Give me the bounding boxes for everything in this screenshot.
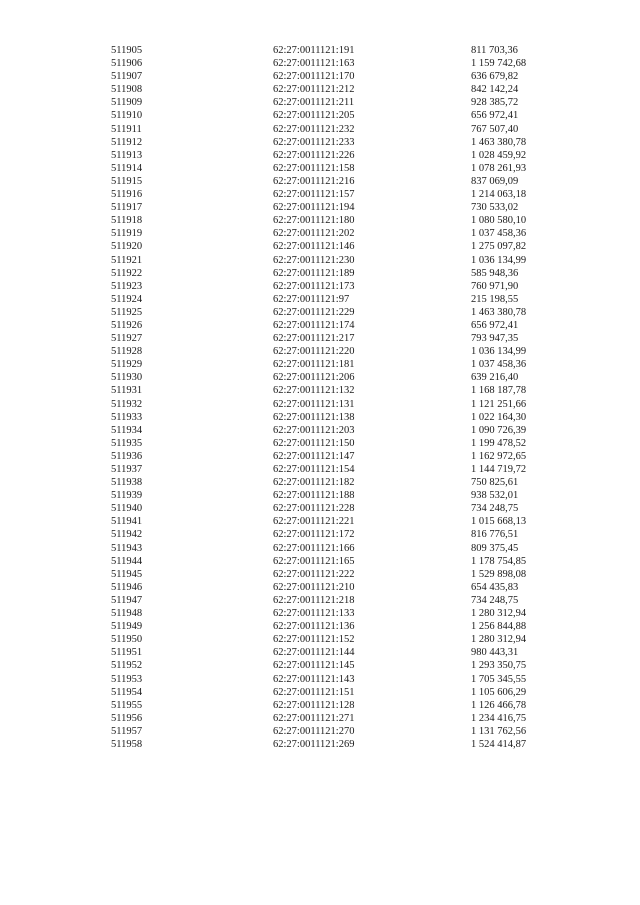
table-row [0, 254, 640, 267]
cadastral-value: 1 705 345,55 [471, 673, 527, 685]
cadastral-number: 62:27:0011121:203 [273, 424, 355, 436]
row-number: 511925 [111, 306, 143, 318]
row-number: 511919 [111, 228, 143, 240]
row-number: 511955 [111, 699, 143, 711]
cadastral-number: 62:27:0011121:128 [273, 699, 355, 711]
table-row [0, 528, 640, 541]
table-row [0, 136, 640, 149]
cadastral-value: 1 463 380,78 [471, 136, 527, 148]
cadastral-number: 62:27:0011121:194 [273, 202, 355, 214]
cadastral-number: 62:27:0011121:191 [273, 45, 355, 56]
row-number: 511937 [111, 464, 143, 475]
cadastral-value: 636 679,82 [471, 71, 519, 83]
cadastral-number: 62:27:0011121:221 [273, 516, 355, 528]
cadastral-number: 62:27:0011121:138 [273, 411, 355, 423]
cadastral-number: 62:27:0011121:174 [273, 319, 355, 331]
cadastral-value: 1 121 251,66 [471, 398, 527, 410]
row-number: 511939 [111, 490, 143, 502]
cadastral-value: 1 199 478,52 [471, 437, 527, 449]
cadastral-number: 62:27:0011121:131 [273, 398, 355, 410]
row-number: 511936 [111, 450, 143, 462]
table-row [0, 607, 640, 620]
cadastral-value: 1 022 164,30 [471, 411, 527, 423]
table-row [0, 476, 640, 489]
cadastral-number: 62:27:0011121:151 [273, 686, 355, 698]
cadastral-value: 1 090 726,39 [471, 424, 527, 436]
table-row [0, 345, 640, 358]
cadastral-number: 62:27:0011121:271 [273, 712, 355, 724]
row-number: 511923 [111, 280, 143, 292]
cadastral-number: 62:27:0011121:143 [273, 673, 355, 685]
cadastral-number: 62:27:0011121:216 [273, 175, 355, 187]
table-row [0, 227, 640, 240]
table-row [0, 398, 640, 411]
cadastral-number: 62:27:0011121:146 [273, 241, 355, 253]
row-number: 511924 [111, 293, 143, 305]
cadastral-value: 654 435,83 [471, 581, 519, 593]
cadastral-number: 62:27:0011121:218 [273, 594, 355, 606]
cadastral-value: 1 178 754,85 [471, 555, 527, 567]
table-row [0, 712, 640, 725]
cadastral-value: 1 463 380,78 [471, 306, 527, 318]
cadastral-number: 62:27:0011121:202 [273, 228, 355, 240]
table-row [0, 201, 640, 214]
cadastral-number: 62:27:0011121:211 [273, 97, 355, 109]
table-row [0, 620, 640, 633]
row-number: 511941 [111, 516, 143, 528]
cadastral-number: 62:27:0011121:147 [273, 450, 355, 462]
row-number: 511956 [111, 712, 143, 724]
cadastral-number: 62:27:0011121:172 [273, 529, 355, 541]
row-number: 511915 [111, 175, 143, 187]
cadastral-number: 62:27:0011121:217 [273, 333, 355, 345]
cadastral-number: 62:27:0011121:233 [273, 136, 355, 148]
cadastral-number: 62:27:0011121:132 [273, 385, 355, 397]
cadastral-value: 734 248,75 [471, 594, 519, 606]
table-row [0, 44, 640, 57]
data-table [0, 44, 640, 751]
cadastral-number: 62:27:0011121:166 [273, 542, 355, 554]
cadastral-number: 62:27:0011121:154 [273, 464, 355, 475]
table-row [0, 332, 640, 345]
row-number: 511950 [111, 634, 143, 646]
cadastral-value: 809 375,45 [471, 542, 519, 554]
row-number: 511908 [111, 84, 143, 96]
row-number: 511910 [111, 110, 143, 122]
cadastral-number: 62:27:0011121:136 [273, 621, 355, 633]
cadastral-number: 62:27:0011121:212 [273, 84, 355, 96]
cadastral-value: 1 234 416,75 [471, 712, 527, 724]
cadastral-value: 1 126 466,78 [471, 699, 527, 711]
cadastral-value: 1 144 719,72 [471, 464, 527, 475]
table-row [0, 463, 640, 476]
cadastral-number: 62:27:0011121:230 [273, 254, 355, 266]
table-row [0, 83, 640, 96]
cadastral-value: 1 080 580,10 [471, 215, 527, 227]
table-row [0, 96, 640, 109]
table-row [0, 725, 640, 738]
cadastral-value: 793 947,35 [471, 333, 519, 345]
cadastral-number: 62:27:0011121:157 [273, 189, 355, 201]
cadastral-value: 938 532,01 [471, 490, 519, 502]
cadastral-value: 734 248,75 [471, 503, 519, 515]
row-number: 511954 [111, 686, 143, 698]
table-row [0, 175, 640, 188]
row-number: 511907 [111, 71, 143, 83]
cadastral-value: 656 972,41 [471, 319, 519, 331]
row-number: 511929 [111, 359, 143, 371]
cadastral-number: 62:27:0011121:228 [273, 503, 355, 515]
cadastral-number: 62:27:0011121:229 [273, 306, 355, 318]
table-row [0, 450, 640, 463]
cadastral-number: 62:27:0011121:150 [273, 437, 355, 449]
table-row [0, 738, 640, 751]
cadastral-value: 1 028 459,92 [471, 149, 527, 161]
row-number: 511927 [111, 333, 143, 345]
table-row [0, 371, 640, 384]
cadastral-value: 1 280 312,94 [471, 608, 527, 620]
row-number: 511940 [111, 503, 143, 515]
cadastral-value: 1 037 458,36 [471, 359, 527, 371]
cadastral-value: 730 533,02 [471, 202, 519, 214]
row-number: 511935 [111, 437, 143, 449]
row-number: 511946 [111, 581, 143, 593]
table-row [0, 568, 640, 581]
cadastral-number: 62:27:0011121:180 [273, 215, 355, 227]
cadastral-number: 62:27:0011121:222 [273, 568, 355, 580]
row-number: 511928 [111, 346, 143, 358]
row-number: 511934 [111, 424, 143, 436]
row-number: 511933 [111, 411, 143, 423]
row-number: 511905 [111, 45, 143, 56]
cadastral-number: 62:27:0011121:226 [273, 149, 355, 161]
cadastral-number: 62:27:0011121:206 [273, 372, 355, 384]
cadastral-value: 1 037 458,36 [471, 228, 527, 240]
cadastral-value: 1 159 742,68 [471, 58, 527, 70]
cadastral-value: 842 142,24 [471, 84, 519, 96]
table-row [0, 57, 640, 70]
cadastral-number: 62:27:0011121:165 [273, 555, 355, 567]
row-number: 511958 [111, 738, 143, 750]
table-row [0, 673, 640, 686]
cadastral-value: 750 825,61 [471, 477, 519, 489]
row-number: 511943 [111, 542, 143, 554]
row-number: 511921 [111, 254, 143, 266]
row-number: 511945 [111, 568, 143, 580]
cadastral-number: 62:27:0011121:205 [273, 110, 355, 122]
table-row [0, 384, 640, 397]
row-number: 511922 [111, 267, 143, 279]
table-row [0, 515, 640, 528]
table-row [0, 581, 640, 594]
cadastral-value: 1 015 668,13 [471, 516, 527, 528]
table-row [0, 293, 640, 306]
table-row [0, 659, 640, 672]
table-row [0, 267, 640, 280]
table-row [0, 306, 640, 319]
table-row [0, 214, 640, 227]
row-number: 511953 [111, 673, 143, 685]
row-number: 511911 [111, 123, 142, 135]
table-row [0, 280, 640, 293]
row-number: 511948 [111, 608, 143, 620]
cadastral-number: 62:27:0011121:188 [273, 490, 355, 502]
row-number: 511944 [111, 555, 143, 567]
row-number: 511926 [111, 319, 143, 331]
cadastral-value: 1 293 350,75 [471, 660, 527, 672]
cadastral-value: 1 131 762,56 [471, 725, 527, 737]
cadastral-value: 928 385,72 [471, 97, 519, 109]
table-row [0, 437, 640, 450]
cadastral-value: 1 078 261,93 [471, 162, 527, 174]
cadastral-value: 816 776,51 [471, 529, 519, 541]
table-row [0, 686, 640, 699]
cadastral-number: 62:27:0011121:173 [273, 280, 355, 292]
table-row [0, 70, 640, 83]
row-number: 511957 [111, 725, 143, 737]
table-row [0, 319, 640, 332]
cadastral-value: 585 948,36 [471, 267, 519, 279]
table-row [0, 123, 640, 136]
cadastral-value: 1 280 312,94 [471, 634, 527, 646]
row-number: 511906 [111, 58, 143, 70]
cadastral-value: 1 256 844,88 [471, 621, 527, 633]
row-number: 511952 [111, 660, 143, 672]
cadastral-value: 1 529 898,08 [471, 568, 527, 580]
cadastral-number: 62:27:0011121:144 [273, 647, 355, 659]
cadastral-value: 760 971,90 [471, 280, 519, 292]
row-number: 511947 [111, 594, 143, 606]
cadastral-value: 1 168 187,78 [471, 385, 527, 397]
cadastral-number: 62:27:0011121:182 [273, 477, 355, 489]
table-row [0, 594, 640, 607]
cadastral-number: 62:27:0011121:97 [273, 293, 350, 305]
table-row [0, 109, 640, 122]
row-number: 511909 [111, 97, 143, 109]
table-row [0, 240, 640, 253]
cadastral-number: 62:27:0011121:158 [273, 162, 355, 174]
row-number: 511942 [111, 529, 143, 541]
row-number: 511917 [111, 202, 143, 214]
row-number: 511931 [111, 385, 143, 397]
table-row [0, 358, 640, 371]
cadastral-value: 1 214 063,18 [471, 189, 527, 201]
cadastral-number: 62:27:0011121:133 [273, 608, 355, 620]
table-row [0, 188, 640, 201]
table-row [0, 699, 640, 712]
cadastral-number: 62:27:0011121:270 [273, 725, 355, 737]
row-number: 511913 [111, 149, 143, 161]
cadastral-number: 62:27:0011121:163 [273, 58, 355, 70]
cadastral-value: 656 972,41 [471, 110, 519, 122]
row-number: 511914 [111, 162, 143, 174]
cadastral-value: 767 507,40 [471, 123, 519, 135]
row-number: 511951 [111, 647, 143, 659]
table-row [0, 646, 640, 659]
cadastral-number: 62:27:0011121:232 [273, 123, 355, 135]
row-number: 511932 [111, 398, 143, 410]
table-row [0, 489, 640, 502]
table-row [0, 542, 640, 555]
table-row [0, 424, 640, 437]
row-number: 511918 [111, 215, 143, 227]
row-number: 511916 [111, 189, 143, 201]
row-number: 511920 [111, 241, 143, 253]
row-number: 511930 [111, 372, 143, 384]
cadastral-value: 215 198,55 [471, 293, 519, 305]
cadastral-value: 1 162 972,65 [471, 450, 527, 462]
table-row [0, 149, 640, 162]
cadastral-value: 811 703,36 [471, 45, 518, 56]
cadastral-value: 1 036 134,99 [471, 254, 527, 266]
cadastral-value: 1 524 414,87 [471, 738, 527, 750]
cadastral-value: 1 105 606,29 [471, 686, 527, 698]
cadastral-value: 1 036 134,99 [471, 346, 527, 358]
cadastral-number: 62:27:0011121:189 [273, 267, 355, 279]
cadastral-number: 62:27:0011121:152 [273, 634, 355, 646]
cadastral-number: 62:27:0011121:145 [273, 660, 355, 672]
table-row [0, 162, 640, 175]
cadastral-number: 62:27:0011121:220 [273, 346, 355, 358]
row-number: 511949 [111, 621, 143, 633]
table-row [0, 411, 640, 424]
row-number: 511912 [111, 136, 143, 148]
table-row [0, 502, 640, 515]
cadastral-number: 62:27:0011121:210 [273, 581, 355, 593]
table-row [0, 555, 640, 568]
cadastral-value: 639 216,40 [471, 372, 519, 384]
table-row [0, 633, 640, 646]
cadastral-number: 62:27:0011121:269 [273, 738, 355, 750]
cadastral-value: 837 069,09 [471, 175, 519, 187]
cadastral-number: 62:27:0011121:170 [273, 71, 355, 83]
cadastral-number: 62:27:0011121:181 [273, 359, 355, 371]
row-number: 511938 [111, 477, 143, 489]
cadastral-value: 980 443,31 [471, 647, 519, 659]
cadastral-value: 1 275 097,82 [471, 241, 527, 253]
